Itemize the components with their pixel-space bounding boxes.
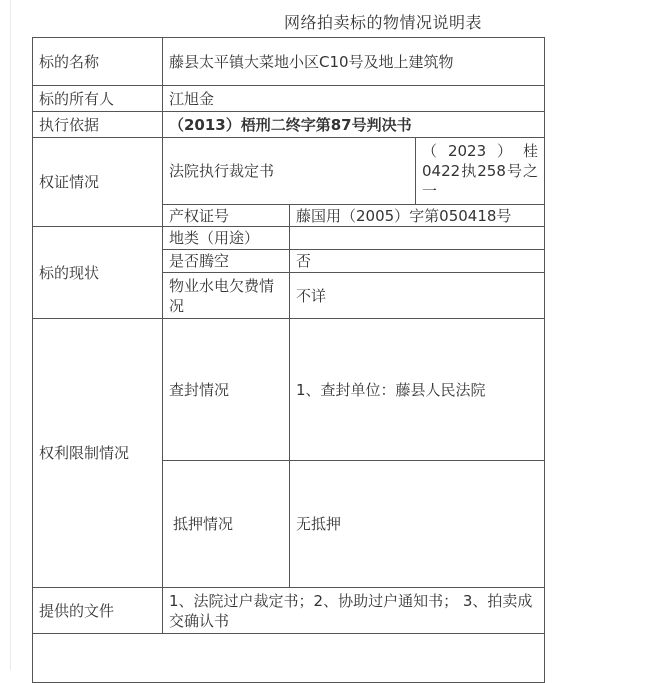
utility-value: 不详 [289, 272, 545, 319]
owner-label: 标的所有人 [32, 85, 163, 112]
basis-value: （2013）梧刑二终字第87号判决书 [162, 111, 545, 138]
page-title [0, 10, 660, 33]
ruling-label: 法院执行裁定书 [162, 137, 416, 205]
vacated-value: 否 [289, 249, 545, 273]
land-use-value [289, 226, 545, 250]
page-title-text: 网络拍卖标的物情况说明表 [284, 13, 483, 32]
documents-label: 提供的文件 [32, 587, 163, 634]
land-use-label: 地类（用途） [162, 226, 290, 250]
mortgage-label: 抵押情况 [162, 460, 290, 588]
owner-value: 江旭金 [162, 85, 545, 112]
auction-info-table [32, 37, 545, 677]
name-label: 标的名称 [32, 37, 163, 86]
vacated-label: 是否腾空 [162, 249, 290, 273]
mortgage-value: 无抵押 [289, 460, 545, 588]
restrictions-label: 权利限制情况 [32, 318, 163, 588]
left-margin-rule [10, 0, 11, 670]
current-status-label: 标的现状 [32, 226, 163, 319]
trailing-empty-row [32, 633, 545, 683]
name-value: 藤县太平镇大菜地小区C10号及地上建筑物 [162, 37, 545, 86]
seizure-label: 查封情况 [162, 318, 290, 461]
cert-value: 藤国用（2005）字第050418号 [289, 204, 545, 227]
title-status-label: 权证情况 [32, 137, 163, 227]
seizure-value: 1、查封单位：藤县人民法院 [289, 318, 545, 461]
documents-value: 1、法院过户裁定书；2、协助过户通知书； 3、拍卖成交确认书 [162, 587, 545, 634]
basis-label: 执行依据 [32, 111, 163, 138]
ruling-value: （2023）桂0422执258号之一 [415, 137, 545, 205]
utility-label: 物业水电欠费情况 [162, 272, 290, 319]
cert-label: 产权证号 [162, 204, 290, 227]
